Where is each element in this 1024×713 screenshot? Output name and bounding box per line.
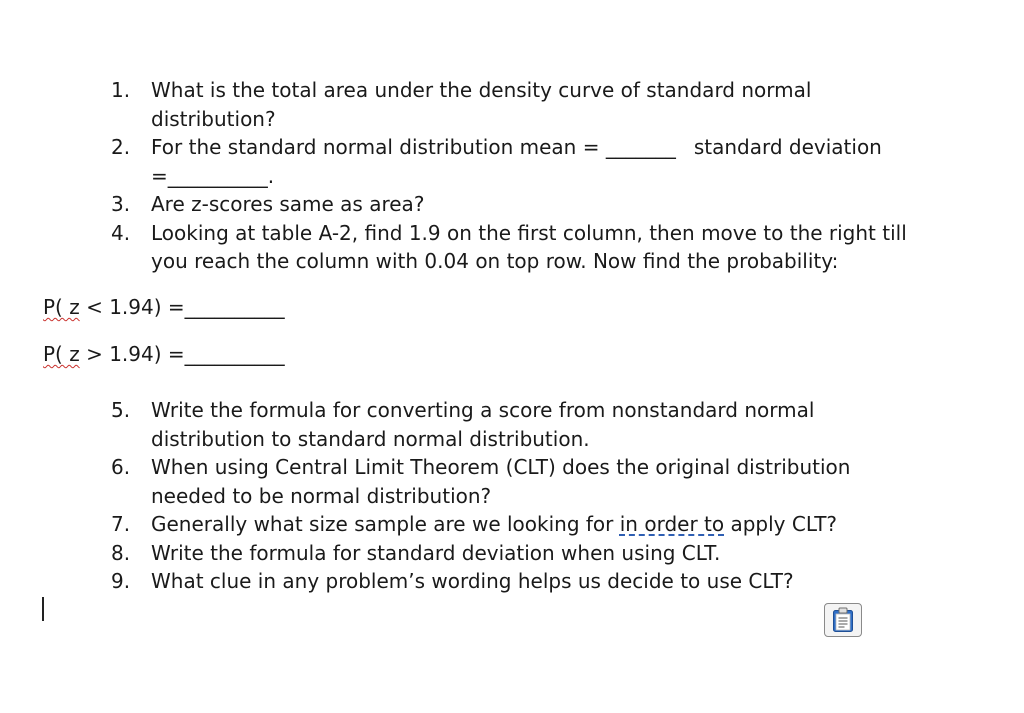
question-line: Are z-scores same as area? (151, 192, 425, 216)
question-list-2 (111, 396, 941, 596)
question-text (151, 510, 941, 539)
question-line: standard deviation (693, 135, 882, 159)
probability-expression: > 1.94) =__________ (79, 342, 285, 366)
question-line: Write the formula for converting a score from nonstandard normal (151, 398, 815, 422)
question-number: 3. (111, 192, 131, 216)
question-text (151, 190, 941, 219)
question-text (151, 76, 941, 133)
question-number: 9. (111, 569, 131, 593)
question-line: needed to be normal distribution? (151, 483, 492, 508)
paste-options-button[interactable] (824, 603, 862, 637)
question-line: What is the total area under the density curve of standard normal (151, 78, 812, 102)
question-line: Generally what size sample are we looking for (151, 512, 620, 536)
question-line: distribution? (151, 106, 276, 131)
question-text (151, 219, 941, 276)
question-item (111, 510, 941, 539)
question-number: 8. (111, 540, 131, 565)
question-text (151, 539, 941, 568)
question-text (151, 396, 941, 453)
probability-line-less-than (43, 293, 285, 322)
probability-expression: < 1.94) =__________ (79, 295, 285, 319)
question-number: 4. (111, 220, 131, 245)
question-number: 5. (111, 398, 131, 422)
question-list-1 (111, 76, 941, 276)
question-line: distribution to standard normal distribution. (151, 426, 590, 451)
question-line: =__________. (151, 163, 275, 188)
question-number: 6. (111, 455, 131, 479)
question-item (111, 567, 941, 596)
question-item (111, 133, 941, 190)
question-number: 1. (111, 78, 131, 102)
question-number: 7. (111, 512, 131, 536)
question-text (151, 567, 941, 596)
question-line: Looking at table A-2, find 1.9 on the first column, then move to the right till (151, 220, 907, 245)
question-item (111, 219, 941, 276)
question-line: What clue in any problem’s wording helps us decide to use CLT? (151, 569, 794, 593)
spellcheck-flagged-text[interactable]: P( z (43, 295, 80, 319)
question-item (111, 453, 941, 510)
question-item (111, 76, 941, 133)
question-item (111, 396, 941, 453)
question-line: When using Central Limit Theorem (CLT) does the original distribution (151, 455, 851, 479)
question-item (111, 539, 941, 568)
question-line: you reach the column with 0.04 on top row. Now find the probability: (151, 249, 839, 273)
question-number: 2. (111, 135, 131, 159)
question-line: Write the formula for standard deviation when using CLT. (151, 540, 721, 565)
question-text (151, 133, 941, 190)
clipboard-icon (832, 607, 854, 633)
question-text (151, 453, 941, 510)
question-line: apply CLT? (724, 512, 838, 536)
grammar-flagged-text[interactable]: in order to (619, 512, 725, 536)
text-cursor (42, 597, 44, 621)
probability-line-greater-than (43, 340, 285, 369)
spellcheck-flagged-text[interactable]: P( z (43, 342, 80, 366)
question-line: For the standard normal distribution mean = _______ (151, 135, 676, 159)
question-item (111, 190, 941, 219)
